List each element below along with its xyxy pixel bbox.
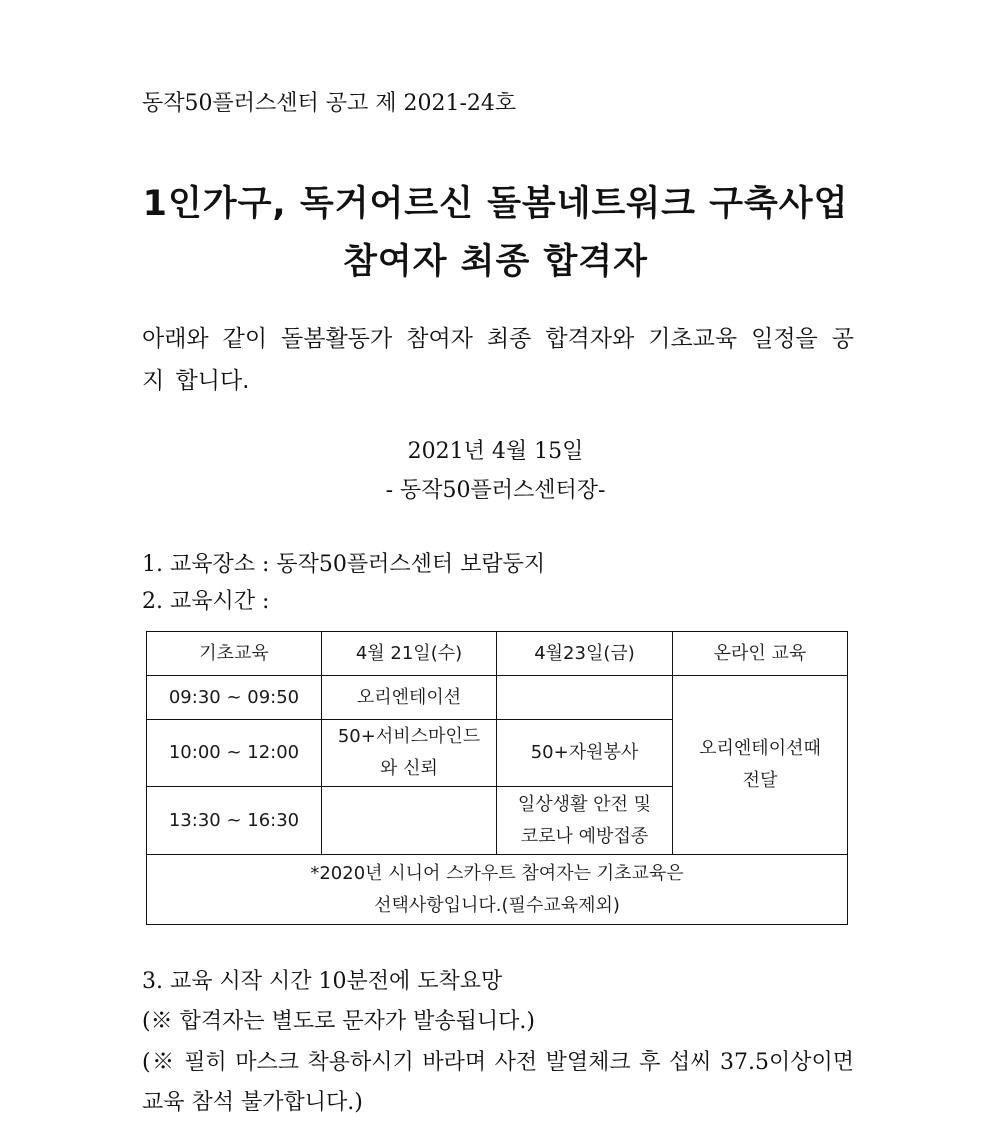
table-footnote-row [147, 855, 848, 925]
table-header-row [147, 632, 848, 676]
time-cell: 10:00 ~ 12:00 [147, 720, 322, 787]
footnote-line-2: 선택사항입니다.(필수교육제외) [374, 894, 620, 916]
education-location: 1. 교육장소 : 동작50플러스센터 보람둥지 [142, 552, 546, 577]
notice-number: 동작50플러스센터 공고 제 2021-24호 [142, 91, 517, 116]
table-row [147, 676, 848, 720]
page-title-line-1: 1인가구, 독거어르신 돌봄네트워크 구축사업 [142, 184, 849, 224]
notice-date: 2021년 4월 15일 [407, 439, 584, 464]
page-title-line-2: 참여자 최종 합격자 [343, 242, 648, 282]
apr21-cell: 오리엔테이션 [322, 676, 497, 720]
schedule-table [146, 631, 848, 925]
arrival-notice: 3. 교육 시작 시간 10분전에 도착요망 [142, 969, 503, 994]
apr21-cell-line-1: 50+서비스마인드 [337, 726, 481, 747]
education-time-label: 2. 교육시간 : [142, 589, 270, 614]
sms-notice: (※ 합격자는 별도로 문자가 발송됩니다.) [142, 1009, 535, 1034]
apr23-cell-line-2: 코로나 예방접종 [520, 825, 649, 847]
time-cell: 13:30 ~ 16:30 [147, 787, 322, 855]
apr21-cell [322, 787, 497, 855]
online-cell-line-1: 오리엔테이션때 [699, 738, 821, 759]
apr23-cell [497, 676, 673, 720]
time-cell: 09:30 ~ 09:50 [147, 676, 322, 720]
footnote-line-1: *2020년 시니어 스카우트 참여자는 기초교육은 [310, 862, 684, 884]
apr21-cell-line-2: 와 신뢰 [380, 758, 438, 779]
online-cell [673, 676, 848, 855]
apr23-cell-line-1: 일상생활 안전 및 [517, 793, 652, 815]
apr23-cell [497, 787, 673, 855]
apr23-cell: 50+자원봉사 [497, 720, 673, 787]
apr21-cell [322, 720, 497, 787]
footnote-cell [147, 855, 848, 925]
mask-fever-notice: (※ 필히 마스크 착용하시기 바라며 사전 발열체크 후 섭씨 37.5이상이면 교육 참석 불가합니다.) [142, 1050, 854, 1115]
intro-paragraph: 아래와 같이 돌봄활동가 참여자 최종 합격자와 기초교육 일정을 공지 합니다. [142, 326, 854, 394]
online-cell-line-2: 전달 [742, 770, 778, 791]
header-cell-basic-education: 기초교육 [147, 632, 322, 676]
header-cell-online: 온라인 교육 [673, 632, 848, 676]
issuer: - 동작50플러스센터장- [385, 478, 606, 503]
header-cell-apr21: 4월 21일(수) [322, 632, 497, 676]
header-cell-apr23: 4월23일(금) [497, 632, 673, 676]
